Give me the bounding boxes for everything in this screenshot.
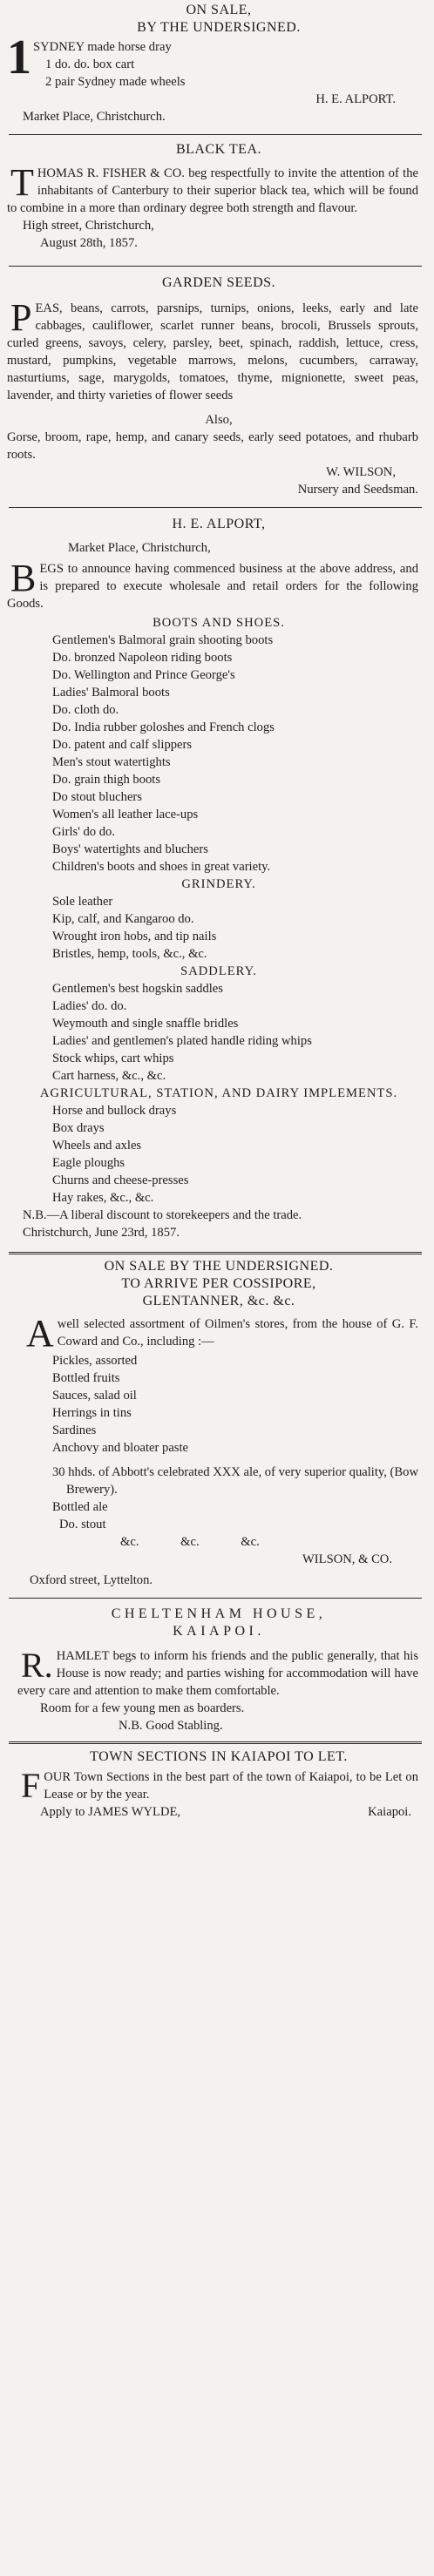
- section-heading-grindery: GRINDERY.: [181, 877, 256, 891]
- ad-title: ON SALE,: [186, 3, 252, 17]
- ad-dropcap: B: [10, 557, 37, 599]
- ad-black-tea: [7, 135, 431, 252]
- list-item: Herrings in tins: [52, 1406, 132, 1420]
- list-item: Bristles, hemp, tools, &c., &c.: [52, 947, 207, 961]
- list-item: Horse and bullock drays: [52, 1104, 177, 1118]
- list-item: Sardines: [52, 1423, 97, 1437]
- ad-item: SYDNEY made horse dray: [33, 40, 172, 54]
- ad-apply: Apply to JAMES WYLDE,: [40, 1805, 181, 1819]
- ad-oilmens-stores: [7, 1254, 431, 1589]
- list-item: Girls' do do.: [52, 825, 115, 839]
- ad-intro: well selected assortment of Oilmen's stores, from the house of G. F. Coward and Co., including :—: [57, 1317, 418, 1349]
- list-item: Gentlemen's best hogskin saddles: [52, 982, 223, 996]
- ad-garden-seeds: [7, 267, 431, 498]
- list-item: Sole leather: [52, 895, 113, 909]
- list-item: Churns and cheese-presses: [52, 1173, 189, 1187]
- list-item: Box drays: [52, 1121, 105, 1135]
- ad-title: TOWN SECTIONS IN KAIAPOI TO LET.: [90, 1749, 348, 1764]
- ad-signature: H. E. ALPORT.: [315, 92, 396, 106]
- ad-intro: EGS to announce having commenced business at the above address, and is prepared to execute wholesale and retail orders for the following Goods.: [7, 562, 418, 611]
- section-heading-boots: BOOTS AND SHOES.: [153, 616, 285, 630]
- list-item: Sauces, salad oil: [52, 1389, 137, 1403]
- list-item: Women's all leather lace-ups: [52, 808, 199, 821]
- boots-list: [7, 632, 431, 876]
- agricultural-list: [7, 1102, 431, 1207]
- list-item: Men's stout watertights: [52, 755, 171, 769]
- ad-subtitle: TO ARRIVE PER COSSIPORE,: [121, 1276, 316, 1291]
- ad-town-sections: [7, 1744, 431, 1821]
- section-heading-saddlery: SADDLERY.: [180, 964, 257, 978]
- list-item: Wheels and axles: [52, 1139, 142, 1153]
- list-item: Do. bronzed Napoleon riding boots: [52, 651, 233, 665]
- ad-signature: W. WILSON,: [326, 465, 396, 479]
- ad-subtitle: GLENTANNER, &c. &c.: [142, 1294, 295, 1308]
- list-item: Do. grain thigh boots: [52, 773, 161, 787]
- list-item: Kip, calf, and Kangaroo do.: [52, 912, 194, 926]
- list-item: Bottled ale: [52, 1500, 108, 1514]
- ad-address: Market Place, Christchurch.: [23, 110, 166, 124]
- saddlery-list: [7, 980, 431, 1085]
- ad-item: 2 pair Sydney made wheels: [45, 75, 186, 89]
- ad-ale: 30 hhds. of Abbott's celebrated XXX ale, of very superior quality, (Bow Brewery).: [52, 1465, 418, 1497]
- list-item: Anchovy and bloater paste: [52, 1441, 189, 1455]
- list-item: Do. patent and calf slippers: [52, 738, 193, 752]
- list-item: Do. Wellington and Prince George's: [52, 668, 235, 682]
- list-item: Children's boots and shoes in great variety.: [52, 860, 271, 874]
- ad-cheltenham-house: [7, 1599, 431, 1734]
- ad-date: Christchurch, June 23rd, 1857.: [23, 1226, 180, 1240]
- list-item: Do. stout: [59, 1518, 106, 1531]
- ad-place: Kaiapoi.: [368, 1805, 411, 1819]
- stores-list: [7, 1352, 431, 1457]
- ad-dropcap: P: [10, 296, 32, 339]
- list-item: Bottled fruits: [52, 1371, 120, 1385]
- ad-title: GARDEN SEEDS.: [161, 275, 276, 290]
- ad-note: N.B. Good Stabling.: [119, 1719, 223, 1733]
- ad-title: ON SALE BY THE UNDERSIGNED.: [104, 1259, 334, 1274]
- section-heading-agricultural: AGRICULTURAL, STATION, AND DAIRY IMPLEMENTS.: [39, 1086, 398, 1100]
- list-item: Boys' watertights and bluchers: [52, 842, 208, 856]
- list-item: Do stout bluchers: [52, 790, 142, 804]
- ad-body: HAMLET begs to inform his friends and the public generally, that his House is now ready; and parties wishing for accommodation will have every care and attention to make them comfortable.: [17, 1649, 418, 1698]
- list-item: Ladies' and gentlemen's plated handle riding whips: [52, 1034, 312, 1048]
- list-item: Do. India rubber goloshes and French clogs: [52, 720, 275, 734]
- ad-title: BLACK TEA.: [175, 142, 262, 157]
- list-item: Pickles, assorted: [52, 1354, 138, 1368]
- grindery-list: [7, 893, 431, 963]
- list-item: Eagle ploughs: [52, 1156, 125, 1170]
- ad-dropcap: F: [21, 1766, 41, 1805]
- ad-title: H. E. ALPORT,: [172, 517, 266, 531]
- ad-dropcap: T: [10, 161, 34, 204]
- list-item: Gentlemen's Balmoral grain shooting boots: [52, 633, 274, 647]
- ad-big-number: 1: [7, 30, 31, 85]
- ad-room: Room for a few young men as boarders.: [40, 1701, 245, 1715]
- ad-body: HOMAS R. FISHER & CO. beg respectfully to invite the attention of the inhabitants of Canterbury to their superior black tea, which will be found to combine in a more than ordinary degree both strength and flavour.: [7, 166, 418, 215]
- ad-item: 1 do. do. box cart: [45, 57, 135, 71]
- ad-address: Oxford street, Lyttelton.: [30, 1573, 153, 1587]
- ad-signature: WILSON, & CO.: [302, 1552, 392, 1566]
- ad-also: Also,: [205, 413, 233, 427]
- ad-address: Market Place, Christchurch,: [68, 541, 211, 555]
- list-item: Weymouth and single snaffle bridles: [52, 1017, 239, 1031]
- ad-etc: &c. &c. &c.: [120, 1535, 260, 1549]
- ad-date: August 28th, 1857.: [40, 236, 138, 250]
- ad-subtitle: BY THE UNDERSIGNED.: [137, 20, 301, 35]
- list-item: Ladies' do. do.: [52, 999, 127, 1013]
- ad-note: N.B.—A liberal discount to storekeepers and the trade.: [23, 1208, 302, 1222]
- ad-title: CHELTENHAM HOUSE,: [111, 1606, 327, 1621]
- ad-role: Nursery and Seedsman.: [297, 483, 418, 497]
- list-item: Hay rakes, &c., &c.: [52, 1191, 154, 1205]
- ad-body: EAS, beans, carrots, parsnips, turnips, onions, leeks, early and late cabbages, cauliflower, scarlet runner beans, brocoli, Brussels sprouts, curled greens, savoys, celery, parsley, beet, spinach, raddish, lettuce, cress, mustard, pumpkins, vegetable marrows, melons, cucumbers, carraway, nasturtiums, sage, marygolds, tomatoes, thyme, mignionette, sweet peas, lavender, and thirty varieties of flower seeds: [7, 301, 418, 402]
- ad-on-sale-alport: [7, 0, 431, 125]
- list-item: Do. cloth do.: [52, 703, 119, 717]
- ad-alport-business: [7, 508, 431, 1241]
- ad-dropcap: R.: [21, 1646, 53, 1685]
- list-item: Wrought iron hobs, and tip nails: [52, 930, 217, 943]
- list-item: Stock whips, cart whips: [52, 1051, 174, 1065]
- ad-body2: Gorse, broom, rape, hemp, and canary seeds, early seed potatoes, and rhubarb roots.: [7, 430, 418, 462]
- ad-subtitle: KAIAPOI.: [173, 1624, 265, 1639]
- list-item: Cart harness, &c., &c.: [52, 1069, 166, 1083]
- ad-body: OUR Town Sections in the best part of the town of Kaiapoi, to be Let on Lease or by the year.: [44, 1770, 418, 1802]
- ad-dropcap: A: [26, 1312, 54, 1355]
- ad-address: High street, Christchurch,: [23, 219, 154, 233]
- list-item: Ladies' Balmoral boots: [52, 686, 170, 700]
